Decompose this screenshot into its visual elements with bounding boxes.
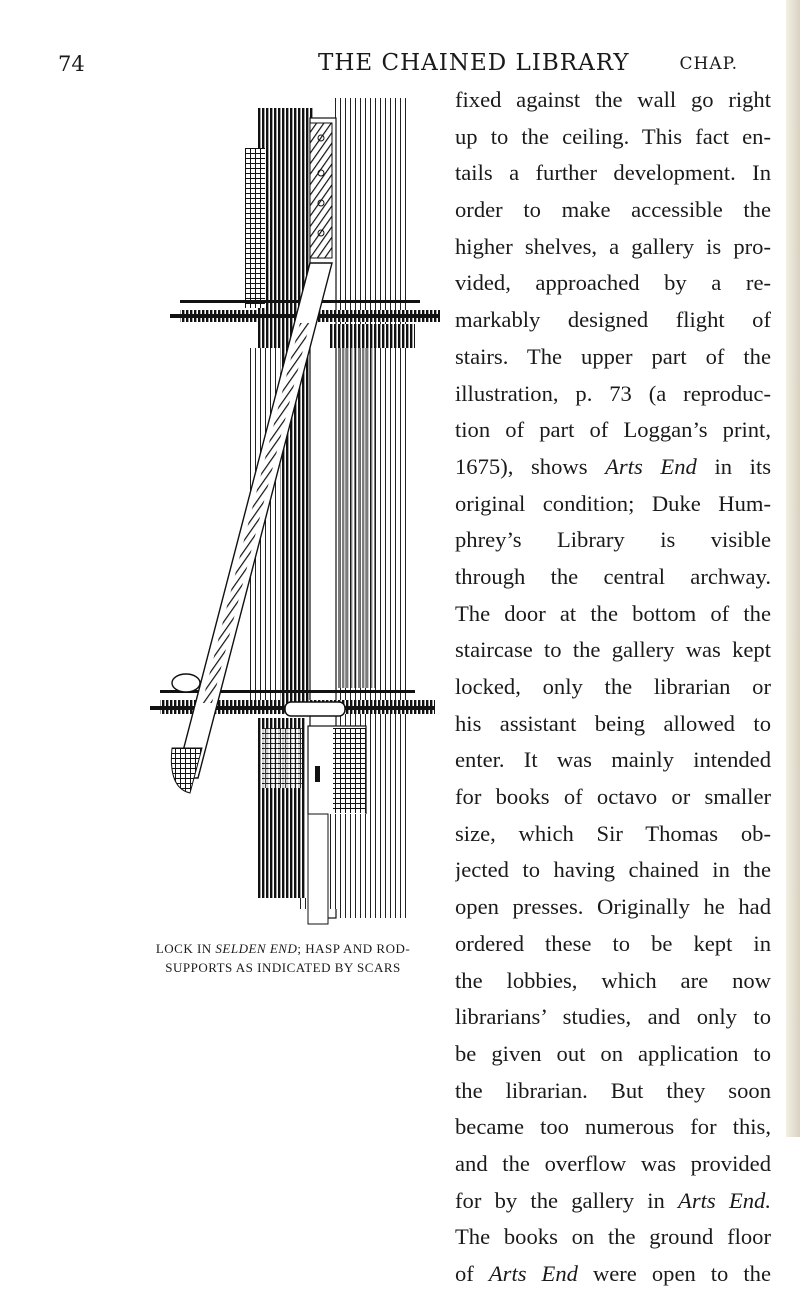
line-text: The door at the bottom of the — [455, 600, 771, 626]
line-text: librarians’ studies, and only to — [455, 1004, 771, 1030]
line-text: ordered these to be kept in — [455, 930, 771, 956]
lock-illustration — [150, 88, 440, 930]
line-text: for by the gallery in — [455, 1187, 679, 1213]
text-line — [455, 1256, 771, 1293]
italic-text: Arts End. — [678, 1187, 771, 1213]
line-text: of — [455, 1261, 489, 1286]
text-line — [455, 669, 771, 706]
line-text: enter. It was mainly intended — [455, 747, 771, 773]
line-text: tion of part of Loggan’s print, — [455, 417, 771, 443]
line-text: open presses. Originally he had — [455, 894, 771, 920]
text-line — [455, 1146, 771, 1183]
text-line — [455, 192, 771, 229]
line-text: locked, only the librarian or — [455, 674, 771, 699]
text-line — [455, 376, 771, 413]
text-line — [455, 999, 771, 1036]
line-text: markably designed flight of — [455, 307, 771, 333]
running-title: THE CHAINED LIBRARY — [318, 50, 630, 76]
figure-caption — [118, 939, 448, 977]
text-line — [455, 486, 771, 523]
line-text: jected to having chained in the — [455, 857, 771, 883]
line-text: the librarian. But they soon — [455, 1077, 771, 1103]
line-text: his assistant being allowed to — [455, 710, 771, 736]
line-text: through the central archway. — [455, 563, 771, 589]
text-line — [455, 229, 771, 266]
line-text: illustration, p. 73 (a reproduc- — [455, 380, 771, 406]
text-line — [455, 559, 771, 596]
text-line — [455, 889, 771, 926]
line-text: fixed against the wall go right — [455, 87, 771, 112]
text-line — [455, 1036, 771, 1073]
line-text: higher shelves, a gallery is pro- — [455, 233, 771, 259]
text-line — [455, 816, 771, 853]
caption-text: LOCK IN — [155, 941, 216, 956]
caption-italic: SELDEN END — [215, 941, 298, 956]
italic-text: Arts End — [488, 1261, 578, 1286]
text-line — [455, 963, 771, 1000]
line-text: up to the ceiling. This fact en- — [455, 123, 771, 149]
text-line — [455, 412, 771, 449]
text-line — [455, 926, 771, 963]
italic-text: Arts End — [605, 453, 697, 479]
text-line — [455, 119, 771, 156]
text-line — [455, 742, 771, 779]
text-line — [455, 1183, 771, 1220]
body-text-column — [455, 82, 771, 1293]
text-line — [455, 1219, 771, 1256]
page-number: 74 — [58, 52, 85, 76]
line-text: were open to the — [577, 1261, 771, 1286]
line-text: tails a further development. In — [455, 160, 771, 186]
line-text: the lobbies, which are now — [455, 967, 771, 993]
caption-line-2: SUPPORTS AS INDICATED BY SCARS — [165, 960, 401, 975]
line-text: The books on the ground floor — [455, 1224, 771, 1250]
caption-line-1 — [118, 939, 448, 958]
text-line — [455, 596, 771, 633]
line-text: order to make accessible the — [455, 197, 771, 223]
caption-text: ; HASP AND ROD- — [297, 941, 411, 956]
text-line — [455, 82, 771, 119]
line-text: be given out on application to — [455, 1040, 771, 1066]
line-text: 1675), shows — [455, 453, 606, 479]
text-line — [455, 449, 771, 486]
running-header — [58, 50, 738, 80]
line-text: vided, approached by a re- — [455, 270, 771, 296]
text-line — [455, 302, 771, 339]
text-line — [455, 779, 771, 816]
text-line — [455, 522, 771, 559]
line-text: and the overflow was provided — [455, 1150, 771, 1176]
page-edge — [786, 0, 800, 1137]
line-text: for books of octavo or smaller — [455, 784, 771, 810]
text-line — [455, 1109, 771, 1146]
line-text: stairs. The upper part of the — [455, 343, 771, 369]
text-line — [455, 852, 771, 889]
line-text: original condition; Duke Hum- — [455, 490, 771, 516]
text-line — [455, 155, 771, 192]
line-text: phrey’s Library is visible — [455, 527, 771, 553]
line-text: size, which Sir Thomas ob- — [455, 820, 771, 846]
text-line — [455, 706, 771, 743]
line-text: became too numerous for this, — [455, 1114, 771, 1140]
text-line — [455, 339, 771, 376]
line-text: in its — [696, 453, 771, 479]
chapter-marker: CHAP. — [679, 54, 738, 74]
text-line — [455, 1073, 771, 1110]
text-line — [455, 265, 771, 302]
text-line — [455, 632, 771, 669]
line-text: staircase to the gallery was kept — [455, 637, 771, 663]
